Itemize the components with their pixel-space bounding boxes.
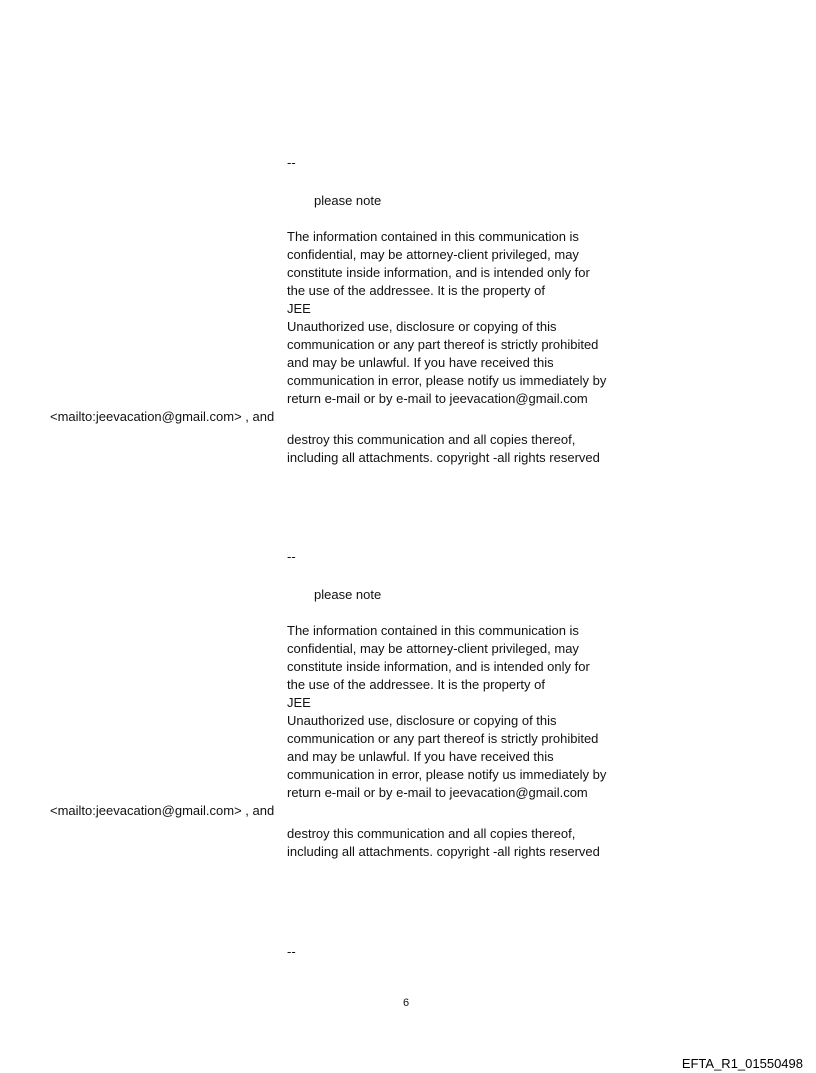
notice-line: confidential, may be attorney-client privileged, may — [287, 247, 579, 262]
confidentiality-notice — [287, 622, 647, 802]
notice-line: JEE — [287, 301, 311, 316]
notice-line: the use of the addressee. It is the property of — [287, 283, 545, 298]
note-heading: please note — [314, 193, 382, 208]
notice-line: constitute inside information, and is intended only for — [287, 265, 590, 280]
notice-line: The information contained in this communication is — [287, 623, 579, 638]
mailto-link[interactable]: <mailto:jeevacation@gmail.com> , and — [50, 409, 275, 424]
notice-line: return e-mail or by e-mail to jeevacation@gmail.com — [287, 391, 588, 406]
notice-line: communication in error, please notify us immediately by — [287, 767, 607, 782]
notice-line: The information contained in this communication is — [287, 229, 579, 244]
notice-line: the use of the addressee. It is the property of — [287, 677, 545, 692]
note-heading: please note — [314, 587, 382, 602]
page-number: 6 — [403, 997, 410, 1009]
notice-line: Unauthorized use, disclosure or copying of this — [287, 713, 557, 728]
closing-text — [287, 825, 647, 861]
notice-line: confidential, may be attorney-client privileged, may — [287, 641, 579, 656]
mailto-link[interactable]: <mailto:jeevacation@gmail.com> , and — [50, 803, 275, 818]
separator: -- — [287, 549, 296, 564]
confidentiality-notice — [287, 228, 647, 408]
separator: -- — [287, 944, 296, 959]
notice-line: constitute inside information, and is intended only for — [287, 659, 590, 674]
notice-line: communication in error, please notify us immediately by — [287, 373, 607, 388]
notice-line: JEE — [287, 695, 311, 710]
closing-line: destroy this communication and all copies thereof, — [287, 432, 576, 447]
closing-line: including all attachments. copyright -all rights reserved — [287, 844, 600, 859]
closing-line: including all attachments. copyright -all rights reserved — [287, 450, 600, 465]
closing-line: destroy this communication and all copies thereof, — [287, 826, 576, 841]
notice-line: return e-mail or by e-mail to jeevacation@gmail.com — [287, 785, 588, 800]
notice-line: and may be unlawful. If you have received this — [287, 749, 554, 764]
notice-line: and may be unlawful. If you have received this — [287, 355, 554, 370]
document-id: EFTA_R1_01550498 — [681, 1056, 803, 1071]
notice-line: communication or any part thereof is strictly prohibited — [287, 731, 599, 746]
closing-text — [287, 431, 647, 467]
notice-line: communication or any part thereof is strictly prohibited — [287, 337, 599, 352]
separator: -- — [287, 155, 296, 170]
notice-line: Unauthorized use, disclosure or copying of this — [287, 319, 557, 334]
